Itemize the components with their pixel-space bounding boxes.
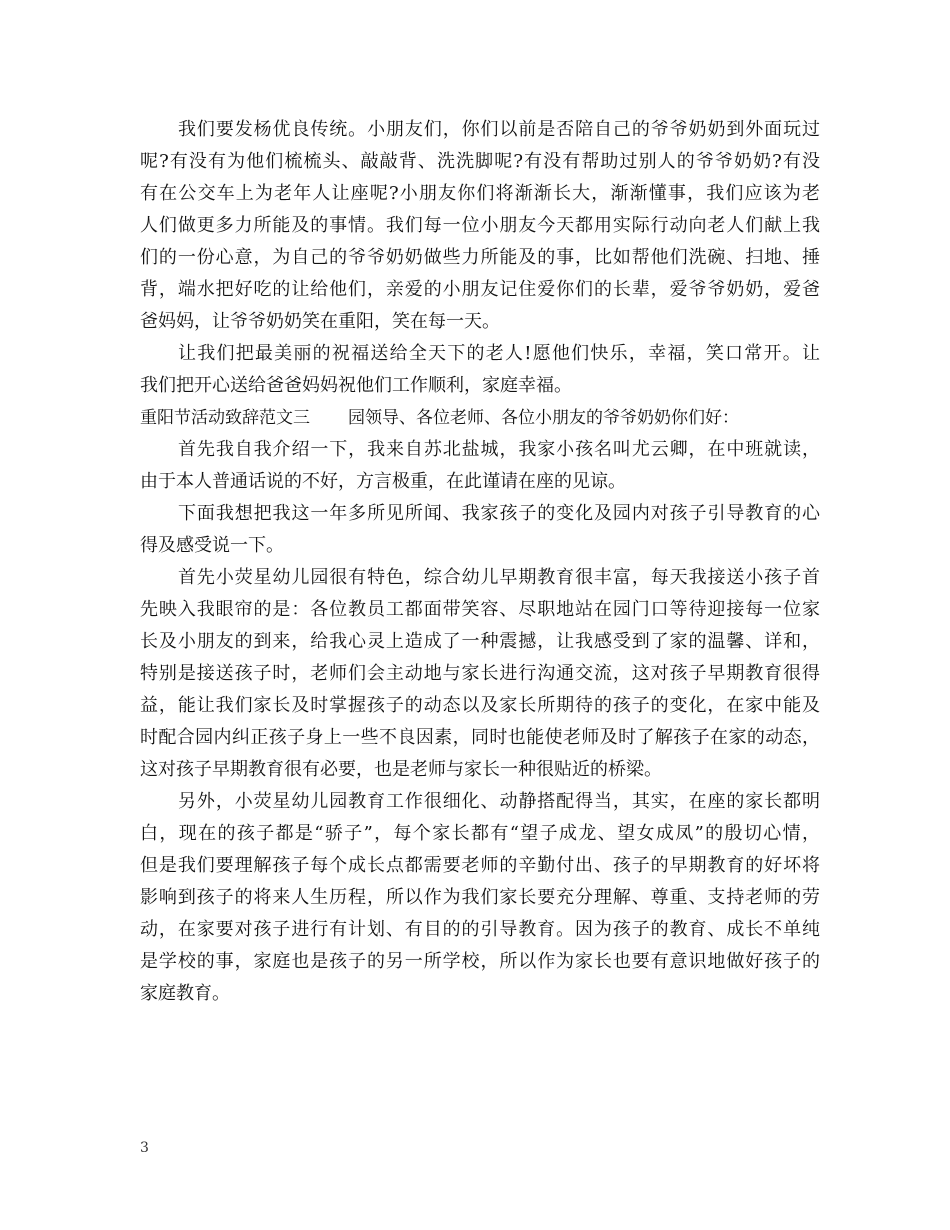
paragraph-line: 由于本人普通话说的不好，方言极重，在此谨请在座的见谅。 <box>140 471 626 492</box>
paragraph-line: 得及感受说一下。 <box>140 535 284 556</box>
page-number: 3 <box>140 1140 149 1156</box>
paragraph-line: 首先我自我介绍一下，我来自苏北盐城，我家小孩名叫尤云卿，在中班就读， <box>178 439 820 460</box>
paragraph-line: 有在公交车上为老年人让座呢?小朋友你们将渐渐长大，渐渐懂事，我们应该为老 <box>140 183 820 204</box>
section-heading <box>140 402 820 434</box>
paragraph-line: 但是我们要理解孩子每个成长点都需要老师的辛勤付出、孩子的早期教育的好坏将 <box>140 855 820 876</box>
paragraph-line: 下面我想把我这一年多所见所闻、我家孩子的变化及园内对孩子引导教育的心 <box>178 503 820 524</box>
paragraph-line: 呢?有没有为他们梳梳头、敲敲背、洗洗脚呢?有没有帮助过别人的爷爷奶奶?有没 <box>140 151 820 172</box>
paragraph-line: 背，端水把好吃的让给他们，亲爱的小朋友记住爱你们的长辈，爱爷爷奶奶，爱爸 <box>140 279 820 300</box>
paragraph-line: 们的一份心意，为自己的爷爷奶奶做些力所能及的事，比如帮他们洗碗、扫地、捶 <box>140 247 820 268</box>
paragraph-line: 另外，小荧星幼儿园教育工作很细化、动静搭配得当，其实，在座的家长都明 <box>178 791 820 812</box>
paragraph-line: 这对孩子早期教育很有必要，也是老师与家长一种很贴近的桥梁。 <box>140 759 662 780</box>
paragraph-line: 人们做更多力所能及的事情。我们每一位小朋友今天都用实际行动向老人们献上我 <box>140 215 820 236</box>
paragraph-line: 先映入我眼帘的是：各位教员工都面带笑容、尽职地站在园门口等待迎接每一位家 <box>140 599 820 620</box>
paragraph-line: 是学校的事，家庭也是孩子的另一所学校，所以作为家长也要有意识地做好孩子的 <box>140 951 820 972</box>
paragraph-line: 家庭教育。 <box>140 983 230 1004</box>
paragraph-line: 时配合园内纠正孩子身上一些不良因素，同时也能使老师及时了解孩子在家的动态， <box>140 727 820 748</box>
paragraph-line: 动，在家要对孩子进行有计划、有目的的引导教育。因为孩子的教育、成长不单纯 <box>140 919 820 940</box>
section-title: 重阳节活动致辞范文三 <box>140 408 310 428</box>
paragraph-line: 我们把开心送给爸爸妈妈祝他们工作顺利，家庭幸福。 <box>140 375 572 396</box>
paragraph-line: 特别是接送孩子时，老师们会主动地与家长进行沟通交流，这对孩子早期教育很得 <box>140 663 820 684</box>
paragraph-line: 长及小朋友的到来，给我心灵上造成了一种震撼，让我感受到了家的温馨、详和， <box>140 631 820 652</box>
paragraph-line: 白，现在的孩子都是“骄子”，每个家长都有“望子成龙、望女成凤”的殷切心情， <box>140 823 820 844</box>
paragraph-line: 让我们把最美丽的祝福送给全天下的老人!愿他们快乐，幸福，笑口常开。让 <box>178 343 820 364</box>
document-body <box>140 114 820 1010</box>
paragraph-line: 爸妈妈，让爷爷奶奶笑在重阳，笑在每一天。 <box>140 311 500 332</box>
paragraph-line: 首先小荧星幼儿园很有特色，综合幼儿早期教育很丰富，每天我接送小孩子首 <box>178 567 820 588</box>
paragraph-line: 我们要发杨优良传统。小朋友们，你们以前是否陪自己的爷爷奶奶到外面玩过 <box>178 119 820 140</box>
section-greeting: 园领导、各位老师、各位小朋友的爷爷奶奶你们好： <box>348 408 739 428</box>
paragraph-line: 益，能让我们家长及时掌握孩子的动态以及家长所期待的孩子的变化，在家中能及 <box>140 695 820 716</box>
paragraph-line: 影响到孩子的将来人生历程，所以作为我们家长要充分理解、尊重、支持老师的劳 <box>140 887 820 908</box>
